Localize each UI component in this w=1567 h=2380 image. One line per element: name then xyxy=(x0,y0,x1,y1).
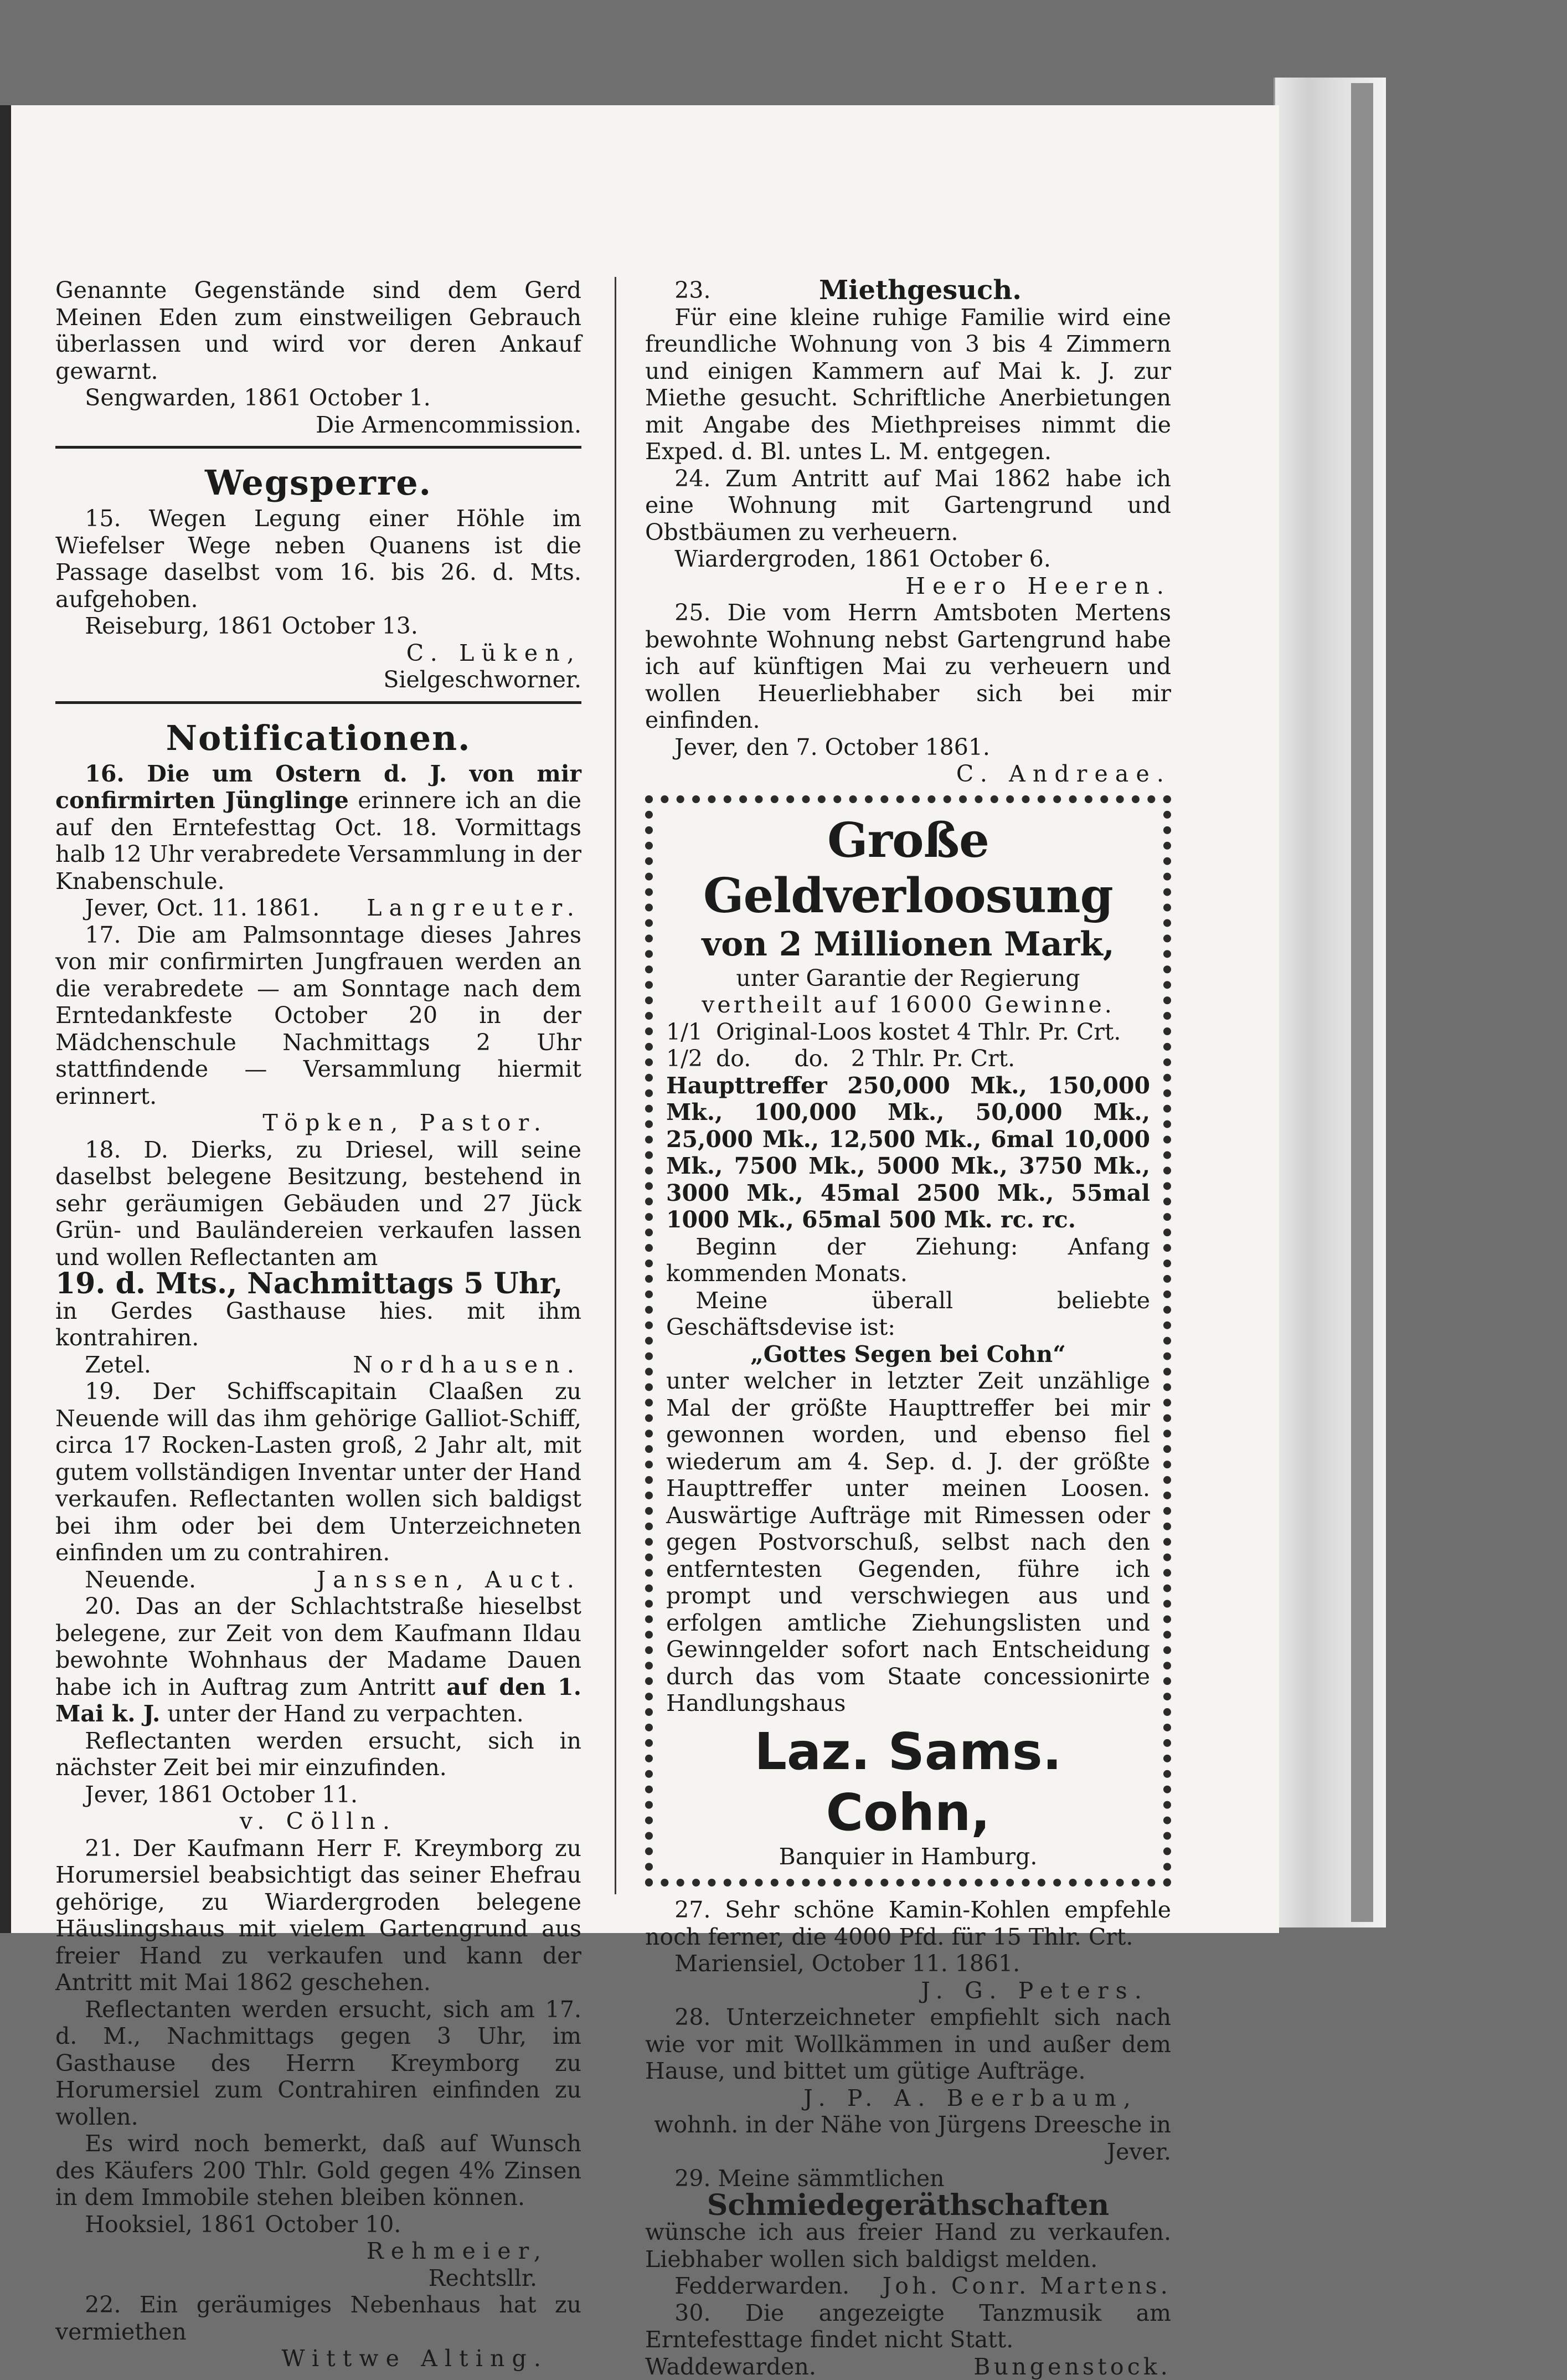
notice-23-header xyxy=(645,277,1171,304)
notice-25-place: Jever, den 7. October 1861. xyxy=(645,734,1171,761)
notice-21-place: Hooksiel, 1861 October 10. xyxy=(55,2211,581,2238)
ad-price-full-text: Original-Loos kostet 4 Thlr. Pr. Crt. xyxy=(716,1019,1121,1046)
ad-motto: „Gottes Segen bei Cohn“ xyxy=(666,1341,1150,1368)
book-cover xyxy=(1351,83,1373,1922)
notice-16-text: erinnere ich an die auf den Erntefesttag Oct. 18. Vormittags halb 12 Uhr verabredete Versammlung in der Knabenschule. xyxy=(55,787,581,895)
notice-17-signature: Töpken, Pastor. xyxy=(55,1109,581,1137)
notice-16-bold: 16. Die um Ostern d. J. von mir confirmirten Jünglinge xyxy=(55,760,581,814)
heading-wegsperre: Wegsperre. xyxy=(55,463,581,503)
intro-signature: Die Armencommission. xyxy=(55,412,581,439)
notice-29-footer xyxy=(645,2273,1171,2300)
divider xyxy=(55,446,581,452)
notice-27-place: Mariensiel, October 11. 1861. xyxy=(645,1950,1171,1977)
left-column xyxy=(55,277,581,2372)
notice-19: 19. Der Schiffscapitain Claaßen zu Neuende will das ihm gehörige Galliot-Schiff, circa 17 Rocken-Lasten groß, 2 Jahr alt, mit gutem vollständigen Inventar unter der Hand verkaufen. Reflectanten wollen sich baldigst bei ihm oder bei dem Unterzeichneten einfinden um zu contrahiren. xyxy=(55,1378,581,1566)
notice-24-place: Wiardergroden, 1861 October 6. xyxy=(645,546,1171,573)
notice-20-bold: auf den 1. Mai k. J. xyxy=(55,1674,581,1728)
notice-27: 27. Sehr schöne Kamin-Kohlen empfehle noch ferner, die 4000 Pfd. für 15 Thlr. Crt. xyxy=(645,1896,1171,1950)
notice-29-signature: Joh. Conr. Martens. xyxy=(883,2273,1171,2300)
ad-prize-list: Haupttreffer 250,000 Mk., 150,000 Mk., 100,000 Mk., 50,000 Mk., 25,000 Mk., 12,500 Mk., 6mal 10,000 Mk., 7500 Mk., 5000 Mk., 3750 Mk., 3000 Mk., 45mal 2500 Mk., 55mal 1000 Mk., 65mal 500 Mk. rc. rc. xyxy=(666,1072,1150,1233)
notice-24: 24. Zum Antritt auf Mai 1862 habe ich eine Wohnung mit Gartengrund und Obstbäumen zu verheuern. xyxy=(645,465,1171,546)
notice-30: 30. Die angezeigte Tanzmusik am Erntefesttage findet nicht Statt. xyxy=(645,2300,1171,2353)
notice-20-cont: Reflectanten werden ersucht, sich in nächster Zeit bei mir einzufinden. xyxy=(55,1728,581,1781)
ad-subtitle: von 2 Millionen Mark, xyxy=(666,924,1150,965)
notice-18-date: 19. d. Mts., Nachmittags 5 Uhr, xyxy=(55,1271,581,1298)
ad-firm-name: Laz. Sams. Cohn, xyxy=(666,1721,1150,1843)
book-spine-shadow xyxy=(0,105,11,1933)
notice-29: 29. Meine sämmtlichen xyxy=(645,2165,1171,2192)
notice-19-signature: Janssen, Auct. xyxy=(317,1566,581,1593)
notice-21-title: Rechtsllr. xyxy=(55,2265,581,2292)
notice-17: 17. Die am Palmsonntage dieses Jahres von mir confirmirten Jungfrauen werden an die verabredete — am Sonntage nach dem Erntedankfeste October 20 in der Mädchenschule Nachmittags 2 Uhr stattfindende — Versammlung hiermit erinnert. xyxy=(55,922,581,1110)
ad-title: Große Geldverloosung xyxy=(666,813,1150,924)
notice-20-place: Jever, 1861 October 11. xyxy=(55,1781,581,1808)
notice-20 xyxy=(55,1593,581,1728)
ad-price-half-fraction: 1/2 xyxy=(666,1045,716,1072)
intro-notice: Genannte Gegenstände sind dem Gerd Meinen Eden zum einstweiligen Gebrauch überlassen und wird vor deren Ankauf gewarnt. xyxy=(55,277,581,384)
ad-price-half-text: do. do. 2 Thlr. Pr. Crt. xyxy=(716,1045,1015,1072)
notice-29-text: wünsche ich aus freier Hand zu verkaufen. Liebhaber wollen sich baldigst melden. xyxy=(645,2219,1171,2273)
ad-guarantee: unter Garantie der Regierung xyxy=(666,965,1150,992)
notice-25: 25. Die vom Herrn Amtsboten Mertens bewohnte Wohnung nebst Gartengrund habe ich auf künftigen Mai zu verheuern und wollen Heuerliebhaber sich bei mir einfinden. xyxy=(645,599,1171,734)
lottery-advertisement xyxy=(645,795,1171,1887)
heading-notificationen: Notificationen. xyxy=(55,718,581,758)
notice-18-footer xyxy=(55,1351,581,1379)
right-column xyxy=(645,277,1171,2380)
notice-19-footer xyxy=(55,1566,581,1593)
notice-20-text: 20. Das an der Schlachtstraße hieselbst belegene, zur Zeit von dem Kaufmann Ildau bewohnte Wohnhaus der Madame Dauen habe ich in Auftrag zum Antritt xyxy=(55,1593,581,1700)
notice-18-text: in Gerdes Gasthause hies. mit ihm kontrahiren. xyxy=(55,1298,581,1351)
notice-18-place: Zetel. xyxy=(55,1351,151,1379)
notice-23-heading: Miethgesuch. xyxy=(819,277,1022,304)
notice-30-signature: Bungenstock. xyxy=(973,2353,1171,2380)
notice-21-signature: Rehmeier, xyxy=(55,2238,581,2265)
ad-price-full-fraction: 1/1 xyxy=(666,1019,716,1046)
intro-place: Sengwarden, 1861 October 1. xyxy=(55,384,581,412)
ad-body: unter welcher in letzter Zeit unzählige Mal der größte Haupttreffer bei mir gewonnen worden, und ebenso fiel wiederum am 4. Sep. d. J. der größte Haupttreffer unter meinen Loosen. Auswärtige Aufträge mit Rimessen oder gegen Postvorschuß, selbst nach den entferntesten Gegenden, führe ich prompt und verschwiegen aus und erfolgen amtliche Ziehungslisten und Gewinngelder sofort nach Entscheidung durch das vom Staate concessionirte Handlungshaus xyxy=(666,1368,1150,1717)
notice-21: 21. Der Kaufmann Herr F. Kreymborg zu Horumersiel beabsichtigt das seiner Ehefrau gehörige, zu Wiardergroden belegene Häuslingshaus mit vielem Gartengrund aus freier Hand zu verkaufen und kann der Antritt mit Mai 1862 geschehen. xyxy=(55,1835,581,1996)
notice-28-address: wohnh. in der Nähe von Jürgens Dreesche in Jever. xyxy=(645,2111,1171,2165)
notice-29-heading: Schmiedegeräthschaften xyxy=(645,2192,1171,2219)
notice-16-footer xyxy=(55,895,581,922)
notice-23: Für eine kleine ruhige Familie wird eine freundliche Wohnung von 3 bis 4 Zimmern und einigen Kammern auf Mai k. J. zur Miethe gesucht. Schriftliche Anerbietungen mit Angabe des Miethpreises nimmt die Exped. d. Bl. untes L. M. entgegen. xyxy=(645,304,1171,465)
notice-20-text-b: unter der Hand zu verpachten. xyxy=(167,1700,524,1727)
notice-27-signature: J. G. Peters. xyxy=(645,1977,1171,2004)
notice-18-signature: Nordhausen. xyxy=(353,1351,581,1379)
ad-price-full xyxy=(666,1019,1150,1046)
newspaper-page xyxy=(11,105,1279,1933)
ad-distribution: vertheilt auf 16000 Gewinne. xyxy=(666,991,1150,1019)
notice-25-signature: C. Andreae. xyxy=(645,760,1171,788)
notice-16-signature: Langreuter. xyxy=(367,895,581,922)
notice-29-place: Fedderwarden. xyxy=(645,2273,849,2300)
notice-15-title: Sielgeschworner. xyxy=(55,666,581,693)
ad-motto-intro: Meine überall beliebte Geschäftsdevise ist: xyxy=(666,1287,1150,1341)
column-rule xyxy=(615,277,616,1894)
notice-15-signature: C. Lüken, xyxy=(55,640,581,667)
notice-15-place: Reiseburg, 1861 October 13. xyxy=(55,613,581,640)
divider xyxy=(55,701,581,707)
notice-23-number: 23. xyxy=(645,277,711,304)
notice-21-cont: Reflectanten werden ersucht, sich am 17. d. M., Nachmittags gegen 3 Uhr, im Gasthause des Herrn Kreymborg zu Horumersiel zum Contrahiren einfinden zu wollen. xyxy=(55,1996,581,2131)
notice-22: 22. Ein geräumiges Nebenhaus hat zu vermiethen xyxy=(55,2291,581,2345)
notice-24-signature: Heero Heeren. xyxy=(645,573,1171,600)
notice-22-signature: Wittwe Alting. xyxy=(55,2345,581,2372)
notice-20-signature: v. Cölln. xyxy=(55,1808,581,1835)
notice-21-note: Es wird noch bemerkt, daß auf Wunsch des Käufers 200 Thlr. Gold gegen 4% Zinsen in dem Immobile stehen bleiben können. xyxy=(55,2130,581,2211)
ad-price-half xyxy=(666,1045,1150,1072)
notice-28: 28. Unterzeichneter empfiehlt sich nach wie vor mit Wollkämmen in und außer dem Hause, und bittet um gütige Aufträge. xyxy=(645,2004,1171,2085)
notice-19-place: Neuende. xyxy=(55,1566,196,1593)
notice-30-footer xyxy=(645,2353,1171,2380)
notice-30-place: Waddewarden. xyxy=(645,2353,816,2380)
notice-18: 18. D. Dierks, zu Driesel, will seine daselbst belegene Besitzung, bestehend in sehr geräumigen Gebäuden und 27 Jück Grün- und Bauländereien verkaufen lassen und wollen Reflectanten am xyxy=(55,1137,581,1271)
notice-16 xyxy=(55,760,581,895)
notice-15: 15. Wegen Legung einer Höhle im Wiefelser Wege neben Quanens ist die Passage daselbst vom 16. bis 26. d. Mts. aufgehoben. xyxy=(55,505,581,613)
notice-28-signature: J. P. A. Beerbaum, xyxy=(645,2085,1171,2112)
ad-firm-subtitle: Banquier in Hamburg. xyxy=(666,1843,1150,1870)
notice-16-place: Jever, Oct. 11. 1861. xyxy=(55,895,319,922)
ad-draw-start: Beginn der Ziehung: Anfang kommenden Monats. xyxy=(666,1233,1150,1287)
